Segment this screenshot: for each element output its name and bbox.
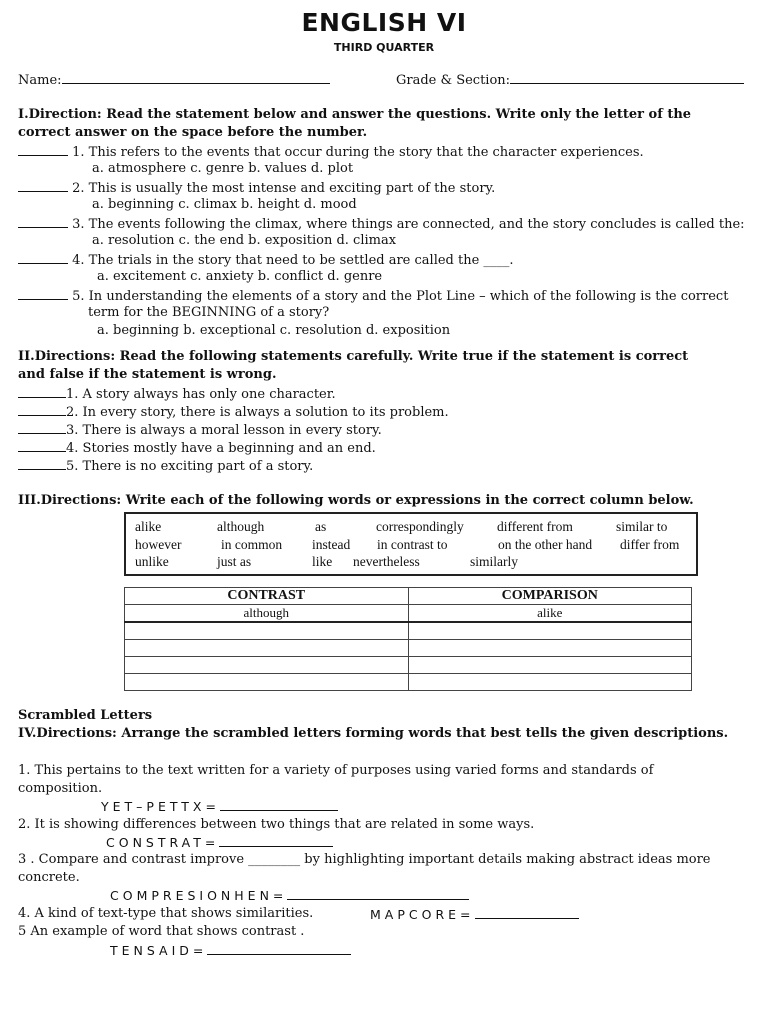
grade-section-field[interactable]: [396, 71, 744, 88]
word-item: just as: [217, 554, 252, 569]
word-item: similarly: [470, 554, 518, 569]
part4-q2-answer: [106, 834, 333, 850]
word-item: as: [315, 519, 327, 534]
word-item: on the other hand: [498, 537, 593, 552]
sort-table: [124, 587, 692, 691]
word-item: similar to: [616, 519, 668, 534]
word-item: instead: [312, 537, 351, 552]
table-cell[interactable]: although: [125, 605, 409, 623]
word-box: [124, 512, 698, 576]
answer-blank[interactable]: [18, 143, 68, 156]
answer-blank[interactable]: [18, 439, 66, 452]
answer-blank[interactable]: [18, 215, 68, 228]
part4-q3: 3 . Compare and contrast improve ________ by highlighting important details making abstract ideas more: [18, 852, 711, 867]
part1-item-4: 4. The trials in the story that need to be settled are called the ____.: [18, 251, 514, 268]
word-item: nevertheless: [353, 554, 420, 569]
word-item: although: [217, 519, 265, 534]
word-item: in contrast to: [377, 537, 448, 552]
answer-blank[interactable]: [207, 942, 351, 955]
part2-item-3: 3. There is always a moral lesson in every story.: [18, 421, 382, 438]
answer-blank[interactable]: [18, 251, 68, 264]
table-cell[interactable]: [125, 622, 409, 640]
answer-blank[interactable]: [18, 385, 66, 398]
table-cell[interactable]: [408, 640, 692, 657]
part1-item-3-choices: a. resolution c. the end b. exposition d. climax: [92, 233, 397, 248]
name-field[interactable]: [18, 71, 330, 88]
grade-section-blank[interactable]: [510, 71, 744, 84]
word-item: different from: [497, 519, 573, 534]
part4-direction: IV.Directions: Arrange the scrambled letters forming words that best tells the given descriptions.: [18, 726, 729, 741]
answer-blank[interactable]: [18, 287, 68, 300]
part2-item-2: 2. In every story, there is always a solution to its problem.: [18, 403, 449, 420]
word-item: like: [312, 554, 333, 569]
part4-q1: 1. This pertains to the text written for a variety of purposes using varied forms and standards of: [18, 763, 654, 778]
part1-item-5: 5. In understanding the elements of a story and the Plot Line – which of the following is the correct: [18, 287, 728, 304]
answer-blank[interactable]: [219, 834, 333, 847]
word-item: alike: [135, 519, 162, 534]
part4-q3-answer: [110, 887, 469, 903]
scrambled-word: COMPRESIONHEN=: [110, 888, 288, 903]
word-item: differ from: [620, 537, 680, 552]
answer-blank[interactable]: [475, 906, 579, 919]
table-cell[interactable]: [125, 657, 409, 674]
answer-blank[interactable]: [18, 421, 66, 434]
part1-item-2-choices: a. beginning c. climax b. height d. mood: [92, 197, 357, 212]
name-blank[interactable]: [62, 71, 330, 84]
word-item: correspondingly: [376, 519, 464, 534]
part2-direction: II.Directions: Read the following statements carefully. Write true if the statement is correct: [18, 349, 689, 364]
part4-q5-answer: [110, 942, 351, 958]
part2-item-5: 5. There is no exciting part of a story.: [18, 457, 313, 474]
part2-item-1: 1. A story always has only one character.: [18, 385, 336, 402]
table-cell[interactable]: [125, 674, 409, 691]
part1-item-5-cont: term for the BEGINNING of a story?: [88, 305, 330, 320]
part1-item-1-choices: a. atmosphere c. genre b. values d. plot: [92, 161, 354, 176]
scrambled-word: TENSAID=: [110, 943, 208, 958]
part4-q1-cont: composition.: [18, 781, 103, 796]
part3-direction: III.Directions: Write each of the following words or expressions in the correct column below.: [18, 493, 694, 508]
part4-q4-answer: [370, 906, 579, 922]
scrambled-word: YET–PETTX=: [101, 799, 220, 814]
answer-blank[interactable]: [287, 887, 469, 900]
word-item: however: [135, 537, 182, 552]
page-subtitle: THIRD QUARTER: [333, 41, 435, 54]
word-item: unlike: [135, 554, 169, 569]
part4-q1-answer: [101, 798, 338, 814]
part4-q4: 4. A kind of text-type that shows similarities.: [18, 906, 314, 921]
part1-item-5-choices: a. beginning b. exceptional c. resolution d. exposition: [97, 323, 451, 338]
table-cell[interactable]: [125, 640, 409, 657]
table-cell[interactable]: [408, 622, 692, 640]
table-cell[interactable]: alike: [408, 605, 692, 623]
word-item: in common: [221, 537, 283, 552]
part2-item-4: 4. Stories mostly have a beginning and an end.: [18, 439, 376, 456]
scrambled-word: MAPCORE=: [370, 907, 475, 922]
part1-direction-cont: correct answer on the space before the number.: [18, 125, 368, 140]
table-cell[interactable]: [408, 657, 692, 674]
comparison-header: COMPARISON: [408, 588, 692, 605]
answer-blank[interactable]: [18, 179, 68, 192]
part2-direction-cont: and false if the statement is wrong.: [18, 367, 277, 382]
answer-blank[interactable]: [18, 457, 66, 470]
name-label: Name:: [18, 73, 62, 88]
part4-q2: 2. It is showing differences between two things that are related in some ways.: [18, 817, 535, 832]
grade-section-label: Grade & Section:: [396, 73, 511, 88]
answer-blank[interactable]: [18, 403, 66, 416]
part1-item-1: 1. This refers to the events that occur during the story that the character experiences.: [18, 143, 644, 160]
part4-q3-cont: concrete.: [18, 870, 80, 885]
part4-heading: Scrambled Letters: [18, 708, 153, 723]
part1-item-3: 3. The events following the climax, where things are connected, and the story concludes is called the:: [18, 215, 745, 232]
page-title: ENGLISH VI: [301, 8, 467, 37]
answer-blank[interactable]: [220, 798, 338, 811]
part1-direction: I.Direction: Read the statement below and answer the questions. Write only the letter of the: [18, 107, 692, 122]
part1-item-4-choices: a. excitement c. anxiety b. conflict d. genre: [97, 269, 383, 284]
scrambled-word: CONSTRAT=: [106, 835, 220, 850]
table-cell[interactable]: [408, 674, 692, 691]
part1-item-2: 2. This is usually the most intense and exciting part of the story.: [18, 179, 495, 196]
part4-q5: 5 An example of word that shows contrast .: [18, 924, 305, 939]
contrast-header: CONTRAST: [125, 588, 409, 605]
